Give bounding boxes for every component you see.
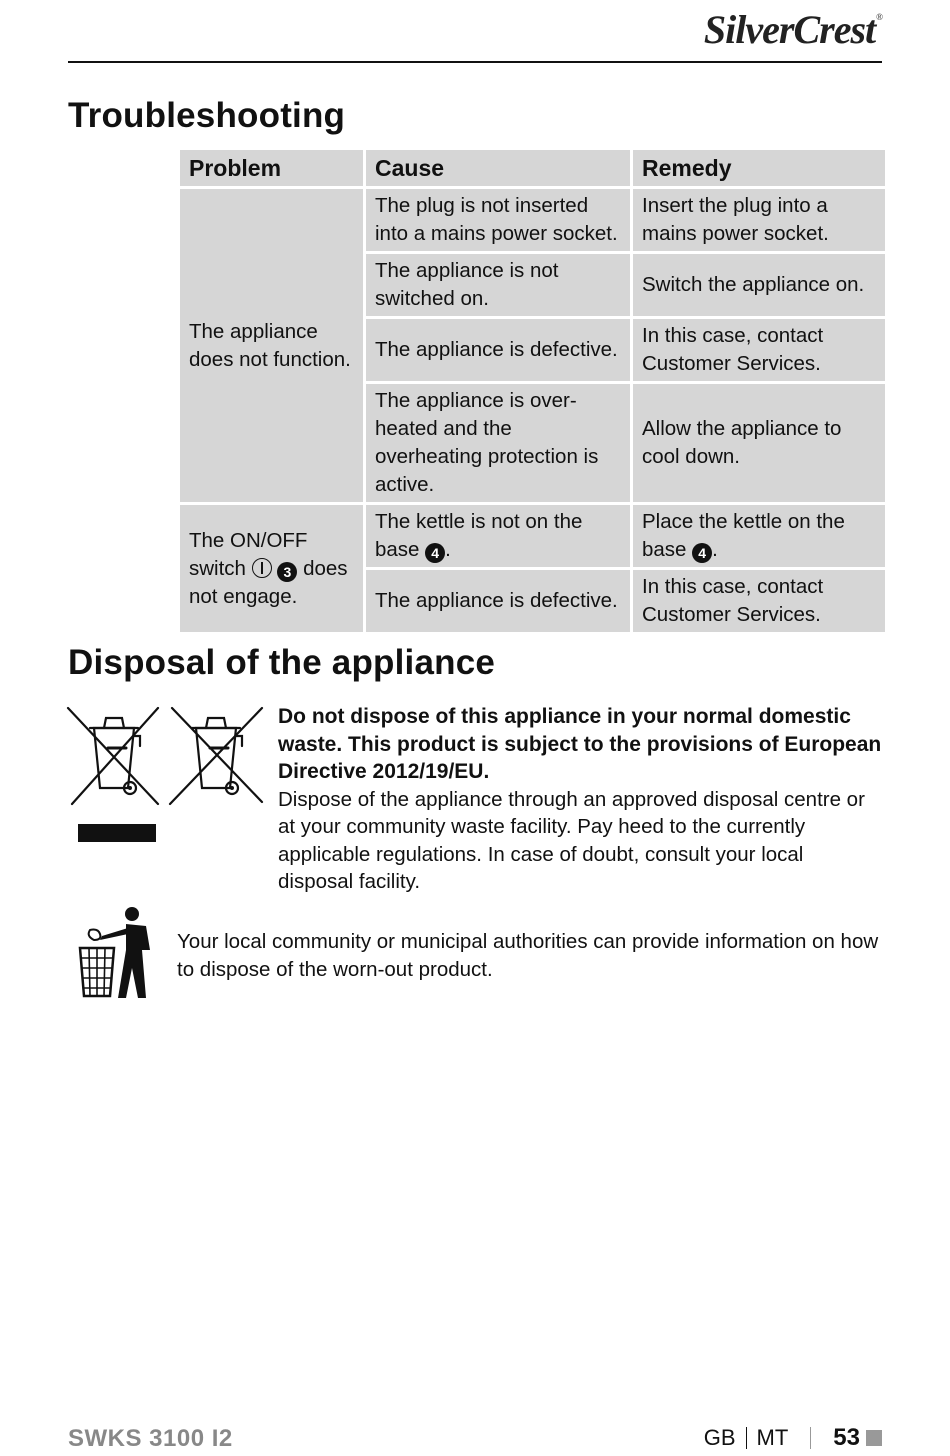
cause-cell: The appliance is defective. — [366, 570, 630, 632]
part-ref-badge: 3 — [277, 562, 297, 582]
table-row — [180, 189, 885, 251]
part-ref-badge: 4 — [692, 543, 712, 563]
footer-lang-mt: MT — [756, 1425, 789, 1450]
problem-text: The ON/OFF switch — [189, 528, 308, 580]
page-marker-square — [866, 1430, 882, 1446]
part-ref-badge: 4 — [425, 543, 445, 563]
table-header-row — [180, 150, 885, 186]
community-info-text: Your local community or municipal authorities can provide information on how to dispose of the worn-out product. — [177, 930, 879, 981]
crossed-out-bin-icon — [66, 706, 266, 846]
disposal-text-block — [278, 703, 883, 896]
disposal-heading: Disposal of the appliance — [68, 643, 496, 682]
header-rule — [68, 61, 882, 63]
power-switch-symbol-icon — [252, 558, 272, 578]
cause-cell: The kettle is not on the base 4 . — [366, 505, 630, 567]
problem-text: does not engage. — [189, 556, 348, 608]
remedy-cell: Switch the appliance on. — [633, 254, 885, 316]
footer-page-info — [704, 1424, 882, 1452]
remedy-cell: Allow the appliance to cool down. — [633, 384, 885, 502]
troubleshooting-table — [177, 147, 888, 635]
footer-lang-gb: GB — [703, 1425, 736, 1450]
column-header-remedy: Remedy — [633, 150, 885, 186]
problem-cell: The appliance does not function. — [180, 189, 363, 502]
cause-text: The kettle is not on the base — [375, 510, 583, 561]
remedy-text: Place the kettle on the base — [642, 510, 845, 561]
problem-cell — [180, 505, 363, 632]
cause-cell: The plug is not inserted into a mains power socket. — [366, 189, 630, 251]
disposal-warning: Do not dispose of this appliance in your normal domestic waste. This product is subject to the provisions of European Directive 2012/19/EU. — [278, 705, 882, 783]
page-number: 53 — [833, 1424, 860, 1451]
tidyman-disposal-icon — [76, 906, 156, 1002]
cause-cell: The appliance is defective. — [366, 319, 630, 381]
brand-logo: SilverCrest® — [703, 7, 882, 52]
remedy-cell: Place the kettle on the base 4 . — [633, 505, 885, 567]
remedy-cell: Insert the plug into a mains power socket. — [633, 189, 885, 251]
cause-cell: The appliance is not switched on. — [366, 254, 630, 316]
footer-model-number: SWKS 3100 I2 — [68, 1425, 233, 1452]
column-header-problem: Problem — [180, 150, 363, 186]
footer-divider — [746, 1427, 747, 1449]
footer-divider — [810, 1427, 811, 1449]
remedy-cell: In this case, contact Customer Services. — [633, 570, 885, 632]
remedy-cell: In this case, contact Customer Services. — [633, 319, 885, 381]
disposal-instructions: Dispose of the appliance through an approved disposal centre or at your community waste facility. Pay heed to the currently applicable regulations. In case of doubt, consult your local disposal facility. — [278, 787, 865, 893]
cause-cell: The appliance is over-heated and the overheating protection is active. — [366, 384, 630, 502]
troubleshooting-heading: Troubleshooting — [68, 96, 346, 135]
table-row — [180, 505, 885, 567]
column-header-cause: Cause — [366, 150, 630, 186]
